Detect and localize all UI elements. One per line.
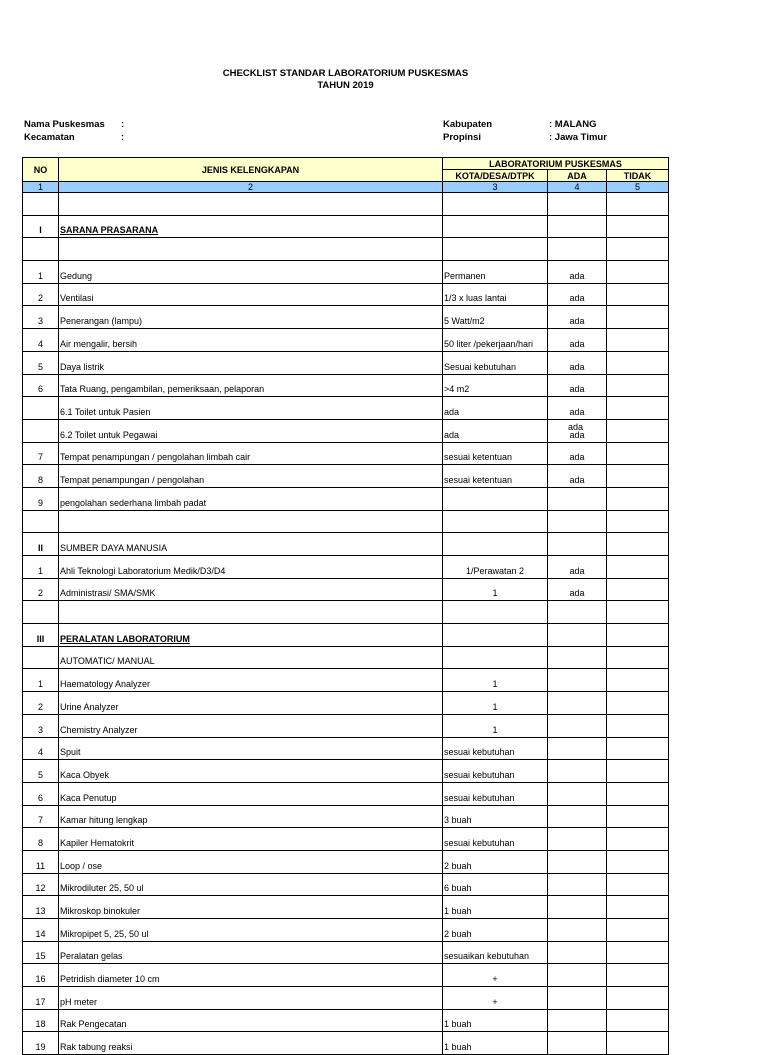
table-row [23,510,669,533]
table-row [23,850,669,873]
item-spec: 1/Perawatan 2 [443,556,548,579]
item-ada [548,714,607,737]
table-row [23,578,669,601]
item-tidak [607,850,669,873]
table-row [23,556,669,579]
item-spec: 1 buah [443,1009,548,1032]
col-index: 3 [443,182,548,193]
item-tidak [607,306,669,329]
item-tidak [607,873,669,896]
item-ada: ada [548,578,607,601]
item-ada [548,805,607,828]
item-spec: 1 buah [443,1032,548,1055]
row-number: 2 [23,283,59,306]
item-spec: 3 buah [443,805,548,828]
row-number: 2 [23,578,59,601]
item-name: pengolahan sederhana limbah padat [59,487,443,510]
item-tidak [607,805,669,828]
item-tidak [607,624,669,647]
row-number: 14 [23,919,59,942]
item-ada [548,850,607,873]
item-tidak [607,556,669,579]
item-name: Tempat penampungan / pengolahan [59,465,443,488]
item-ada [548,964,607,987]
item-ada: ada [548,261,607,284]
item-ada [548,215,607,238]
row-number: 5 [23,351,59,374]
table-row [23,283,669,306]
row-number [23,193,59,216]
table-row [23,646,669,669]
row-number: 8 [23,828,59,851]
item-name: Kaca Penutup [59,782,443,805]
item-name: PERALATAN LABORATORIUM [59,624,443,647]
item-name: Mikropipet 5, 25, 50 ul [59,919,443,942]
item-spec: 1 buah [443,896,548,919]
item-spec [443,533,548,556]
item-ada [548,533,607,556]
table-row [23,351,669,374]
row-number: 16 [23,964,59,987]
item-spec: >4 m2 [443,374,548,397]
row-number: 4 [23,737,59,760]
propinsi-value: : Jawa Timur [549,132,607,143]
item-ada [548,1009,607,1032]
table-row [23,873,669,896]
item-spec [443,193,548,216]
table-row [23,964,669,987]
table-row [23,374,669,397]
table-row [23,828,669,851]
item-ada [548,669,607,692]
table-row [23,805,669,828]
row-number: 18 [23,1009,59,1032]
item-tidak [607,397,669,420]
item-tidak [607,487,669,510]
item-spec: Permanen [443,261,548,284]
item-name: Tempat penampungan / pengolahan limbah cair [59,442,443,465]
row-number: 6 [23,782,59,805]
row-number: 5 [23,760,59,783]
item-tidak [607,1032,669,1055]
row-number [23,238,59,261]
table-row [23,533,669,556]
item-tidak [607,374,669,397]
item-tidak [607,896,669,919]
item-name: Mikroskop binokuler [59,896,443,919]
row-number: 11 [23,850,59,873]
item-name: Gedung [59,261,443,284]
col-index: 1 [23,182,59,193]
item-ada [548,646,607,669]
item-ada: ada [548,556,607,579]
item-tidak [607,669,669,692]
item-ada: ada [548,419,607,442]
item-ada [548,487,607,510]
row-number [23,397,59,420]
item-ada [548,987,607,1010]
item-name: 6.2 Toilet untuk Pegawai [59,419,443,442]
item-spec: ada [443,419,548,442]
item-ada: ada [548,283,607,306]
table-row [23,487,669,510]
item-tidak [607,329,669,352]
item-name: Urine Analyzer [59,692,443,715]
item-ada [548,193,607,216]
item-spec: + [443,987,548,1010]
item-ada: ada [548,442,607,465]
item-name: Peralatan gelas [59,941,443,964]
table-row [23,919,669,942]
item-ada: ada [548,306,607,329]
table-row [23,760,669,783]
item-spec: sesuai kebutuhan [443,760,548,783]
item-spec: sesuai kebutuhan [443,737,548,760]
item-tidak [607,533,669,556]
item-ada [548,873,607,896]
row-number: 15 [23,941,59,964]
item-name: Rak tabung reaksi [59,1032,443,1055]
item-name: Spuit [59,737,443,760]
col-index: 5 [607,182,669,193]
table-row [23,238,669,261]
item-tidak [607,714,669,737]
item-spec: Sesuai kebutuhan [443,351,548,374]
row-number: III [23,624,59,647]
row-number: 9 [23,487,59,510]
row-number: I [23,215,59,238]
item-name: Kamar hitung lengkap [59,805,443,828]
document-year: TAHUN 2019 [317,80,374,91]
table-row [23,692,669,715]
item-name [59,601,443,624]
item-name: SARANA PRASARANA [59,215,443,238]
kecamatan-label: Kecamatan [24,132,75,143]
kabupaten-label: Kabupaten [443,119,493,130]
item-tidak [607,215,669,238]
item-ada: ada [548,374,607,397]
table-row [23,329,669,352]
item-spec [443,624,548,647]
item-ada [548,896,607,919]
item-tidak [607,442,669,465]
item-name [59,510,443,533]
row-number: 1 [23,556,59,579]
item-ada [548,760,607,783]
item-name [59,193,443,216]
table-row [23,714,669,737]
item-ada: ada [548,351,607,374]
item-tidak [607,692,669,715]
row-number: 4 [23,329,59,352]
table-row [23,896,669,919]
item-name: Chemistry Analyzer [59,714,443,737]
table-row [23,1032,669,1055]
nama-puskesmas-label: Nama Puskesmas [24,119,105,130]
item-tidak [607,760,669,783]
table-row [23,442,669,465]
item-tidak [607,601,669,624]
item-ada [548,238,607,261]
item-name: Daya listrik [59,351,443,374]
item-tidak [607,578,669,601]
item-spec: 50 liter /pekerjaan/hari [443,329,548,352]
table-row [23,465,669,488]
item-ada [548,737,607,760]
item-ada [548,601,607,624]
item-spec: 5 Watt/m2 [443,306,548,329]
col-tidak-header: TIDAK [607,170,669,182]
propinsi-label: Propinsi [443,132,482,143]
col-no-header: NO [23,158,59,182]
item-tidak [607,987,669,1010]
row-number: II [23,533,59,556]
item-tidak [607,351,669,374]
item-ada [548,1032,607,1055]
item-spec [443,510,548,533]
item-name: Ventilasi [59,283,443,306]
item-name: Haematology Analyzer [59,669,443,692]
item-name: Loop / ose [59,850,443,873]
item-spec [443,238,548,261]
item-tidak [607,941,669,964]
row-number: 17 [23,987,59,1010]
item-tidak [607,737,669,760]
item-spec: 6 buah [443,873,548,896]
row-number [23,419,59,442]
item-name: SUMBER DAYA MANUSIA [59,533,443,556]
item-tidak [607,193,669,216]
item-spec: ada [443,397,548,420]
row-number: 19 [23,1032,59,1055]
table-row [23,624,669,647]
row-number: 12 [23,873,59,896]
row-number [23,646,59,669]
item-spec: + [443,964,548,987]
col-index: 2 [59,182,443,193]
row-number: 3 [23,714,59,737]
item-name: pH meter [59,987,443,1010]
item-tidak [607,1009,669,1032]
item-name: Mikrodiluter 25, 50 ul [59,873,443,896]
item-name: Kapiler Hematokrit [59,828,443,851]
col-index: 4 [548,182,607,193]
checklist-table [22,157,669,1055]
item-name: Ahli Teknologi Laboratorium Medik/D3/D4 [59,556,443,579]
item-ada [548,919,607,942]
table-row [23,306,669,329]
row-number: 3 [23,306,59,329]
item-tidak [607,261,669,284]
item-tidak [607,782,669,805]
item-ada [548,692,607,715]
table-row [23,193,669,216]
item-spec [443,215,548,238]
item-tidak [607,238,669,261]
item-tidak [607,646,669,669]
item-ada [548,828,607,851]
item-name: Penerangan (lampu) [59,306,443,329]
item-name: Petridish diameter 10 cm [59,964,443,987]
row-number: 7 [23,442,59,465]
item-name: Tata Ruang, pengambilan, pemeriksaan, pelaporan [59,374,443,397]
item-tidak [607,510,669,533]
item-spec [443,646,548,669]
table-row [23,397,669,420]
table-row [23,261,669,284]
item-tidak [607,283,669,306]
item-spec: 1 [443,578,548,601]
row-number [23,510,59,533]
item-tidak [607,964,669,987]
item-ada: ada [548,465,607,488]
item-spec: 1 [443,714,548,737]
table-row [23,987,669,1010]
item-ada [548,782,607,805]
row-number: 6 [23,374,59,397]
item-spec: sesuai ketentuan [443,465,548,488]
item-spec [443,601,548,624]
item-ada [548,624,607,647]
kecamatan-colon: : [121,132,125,143]
kabupaten-value: : MALANG [549,119,597,130]
item-spec: 1 [443,669,548,692]
table-row [23,1009,669,1032]
item-name: Air mengalir, bersih [59,329,443,352]
item-spec [443,487,548,510]
item-name [59,238,443,261]
row-number: 2 [23,692,59,715]
item-name: 6.1 Toilet untuk Pasien [59,397,443,420]
item-spec: 1 [443,692,548,715]
item-spec: 2 buah [443,919,548,942]
item-name: Administrasi/ SMA/SMK [59,578,443,601]
item-spec: 2 buah [443,850,548,873]
col-ada-header: ADA [548,170,607,182]
table-row [23,601,669,624]
table-row [23,215,669,238]
item-spec: sesuai kebutuhan [443,828,548,851]
item-tidak [607,919,669,942]
row-number: 13 [23,896,59,919]
item-name: Rak Pengecatan [59,1009,443,1032]
item-spec: 1/3 x luas lantai [443,283,548,306]
table-row [23,782,669,805]
item-spec: sesuai kebutuhan [443,782,548,805]
item-name: Kaca Obyek [59,760,443,783]
item-spec: sesuaikan kebutuhan [443,941,548,964]
table-row [23,941,669,964]
item-ada: ada [548,397,607,420]
document-title: CHECKLIST STANDAR LABORATORIUM PUSKESMAS [222,68,469,79]
table-row [23,737,669,760]
row-number [23,601,59,624]
item-spec: sesuai ketentuan [443,442,548,465]
item-name: AUTOMATIC/ MANUAL [59,646,443,669]
item-tidak [607,828,669,851]
item-tidak [607,419,669,442]
col-jenis-header: JENIS KELENGKAPAN [59,158,443,182]
col-kota-header: KOTA/DESA/DTPK [443,170,548,182]
row-number: 7 [23,805,59,828]
nama-puskesmas-colon: : [121,119,125,130]
item-ada [548,510,607,533]
item-ada [548,941,607,964]
row-number: 8 [23,465,59,488]
item-tidak [607,465,669,488]
row-number: 1 [23,669,59,692]
item-ada: ada [548,329,607,352]
table-row [23,669,669,692]
row-number: 1 [23,261,59,284]
stray-ada-text: ada [568,422,584,432]
col-lab-header: LABORATORIUM PUSKESMAS [443,158,669,170]
